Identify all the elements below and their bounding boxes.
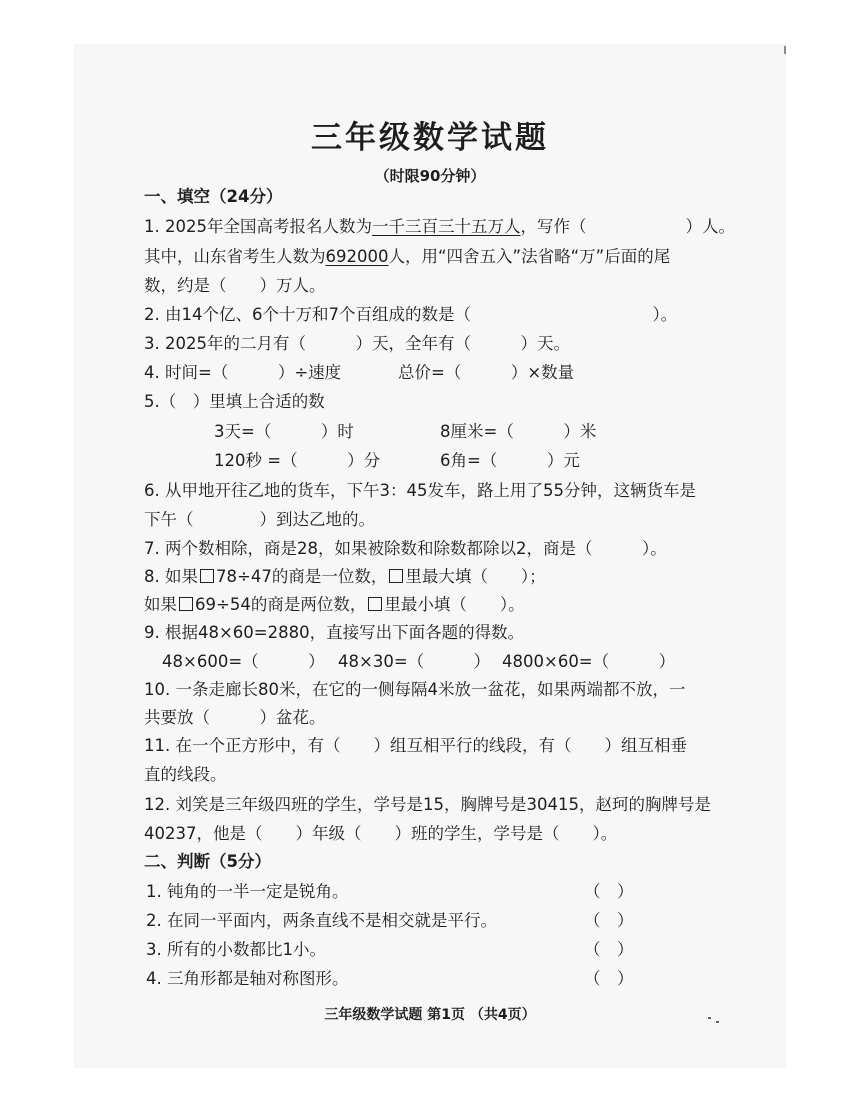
question-2: 2. 由14个亿、6个十万和7个百组成的数是（ ）。 (144, 305, 678, 324)
page-title: 三年级数学试题 (311, 120, 549, 156)
blank-box (389, 569, 403, 583)
page-footer: 三年级数学试题 第1页 （共4页） (324, 1007, 536, 1023)
judge-item: 2. 在同一平面内，两条直线不是相交就是平行。 (146, 911, 497, 930)
blank-box (368, 597, 382, 611)
judge-item: 3. 所有的小数都比1小。 (146, 940, 326, 959)
judge-blank: （ ） (584, 911, 634, 930)
q5-item: 6角=（ ）元 (440, 451, 580, 470)
question-6-line-1: 6. 从甲地开往乙地的货车，下午3：45发车，路上用了55分钟，这辆货车是 (144, 481, 696, 500)
question-1-line-2 (144, 246, 670, 268)
q5-item: 120秒 =（ ）分 (214, 451, 381, 470)
q5-item: 3天=（ ）时 (214, 422, 354, 441)
question-8-line-1 (144, 566, 546, 588)
question-11-line-2: 直的线段。 (144, 765, 227, 784)
q1-text-d: 人，用“四舍五入”法省略“万”后面的尾 (388, 247, 671, 266)
q9-item: 4800×60=（ ） (502, 652, 676, 671)
q1-text-b: ，写作（ ）人。 (520, 217, 735, 236)
question-1-line-1 (144, 216, 735, 238)
question-6-line-2: 下午（ ）到达乙地的。 (144, 510, 375, 529)
q8-text: 8. 如果 (144, 567, 198, 586)
scan-mark (784, 46, 786, 54)
q8-text: 里最小填（ ）。 (384, 595, 525, 614)
section-2-heading: 二、判断（5分） (144, 852, 271, 871)
blank-box (179, 597, 193, 611)
q8-text: 78÷47的商是一位数， (216, 567, 388, 586)
question-9: 9. 根据48×60=2880，直接写出下面各题的得数。 (144, 623, 525, 642)
q1-text-c: 其中，山东省考生人数为 (144, 247, 326, 266)
q9-item: 48×30=（ ） (338, 652, 491, 671)
question-3: 3. 2025年的二月有（ ）天，全年有（ ）天。 (144, 334, 570, 353)
q9-item: 48×600=（ ） (162, 652, 325, 671)
question-8-line-2 (144, 594, 525, 616)
judge-item: 1. 钝角的一半一定是锐角。 (146, 882, 349, 901)
q8-text: 里最大填（ ）； (405, 567, 546, 586)
question-11-line-1: 11. 在一个正方形中，有（ ）组互相平行的线段，有（ ）组互相垂 (144, 736, 687, 755)
section-1-heading: 一、填空（24分） (144, 187, 283, 206)
question-12-line-2: 40237，他是（ ）年级（ ）班的学生，学号是（ ）。 (144, 824, 618, 843)
time-limit: （时限90分钟） (374, 167, 486, 185)
judge-blank: （ ） (584, 940, 634, 959)
question-7: 7. 两个数相除，商是28，如果被除数和除数都除以2，商是（ ）。 (144, 539, 667, 558)
question-10-line-2: 共要放（ ）盆花。 (144, 708, 326, 727)
q1-underlined-count: 692000 (325, 247, 389, 266)
q8-text: 69÷54的商是两位数， (195, 595, 367, 614)
question-10-line-1: 10. 一条走廊长80米，在它的一侧每隔4米放一盆花，如果两端都不放，一 (144, 680, 686, 699)
question-1-line-3: 数，约是（ ）万人。 (144, 276, 326, 295)
question-4b: 总价=（ ）×数量 (398, 363, 575, 382)
question-12-line-1: 12. 刘笑是三年级四班的学生，学号是15，胸牌号是30415，赵珂的胸牌号是 (144, 795, 711, 814)
q1-underlined-number: 一千三百三十五万人 (371, 217, 521, 236)
q1-text-a: 1. 2025年全国高考报名人数为 (144, 217, 372, 236)
q5-item: 8厘米=（ ）米 (440, 422, 597, 441)
q8-text: 如果 (144, 595, 177, 614)
blank-box (200, 569, 214, 583)
judge-item: 4. 三角形都是轴对称图形。 (146, 969, 349, 988)
question-5: 5.（ ）里填上合适的数 (144, 392, 325, 411)
question-4a: 4. 时间=（ ）÷速度 (144, 363, 342, 382)
judge-blank: （ ） (584, 882, 634, 901)
judge-blank: （ ） (584, 969, 634, 988)
